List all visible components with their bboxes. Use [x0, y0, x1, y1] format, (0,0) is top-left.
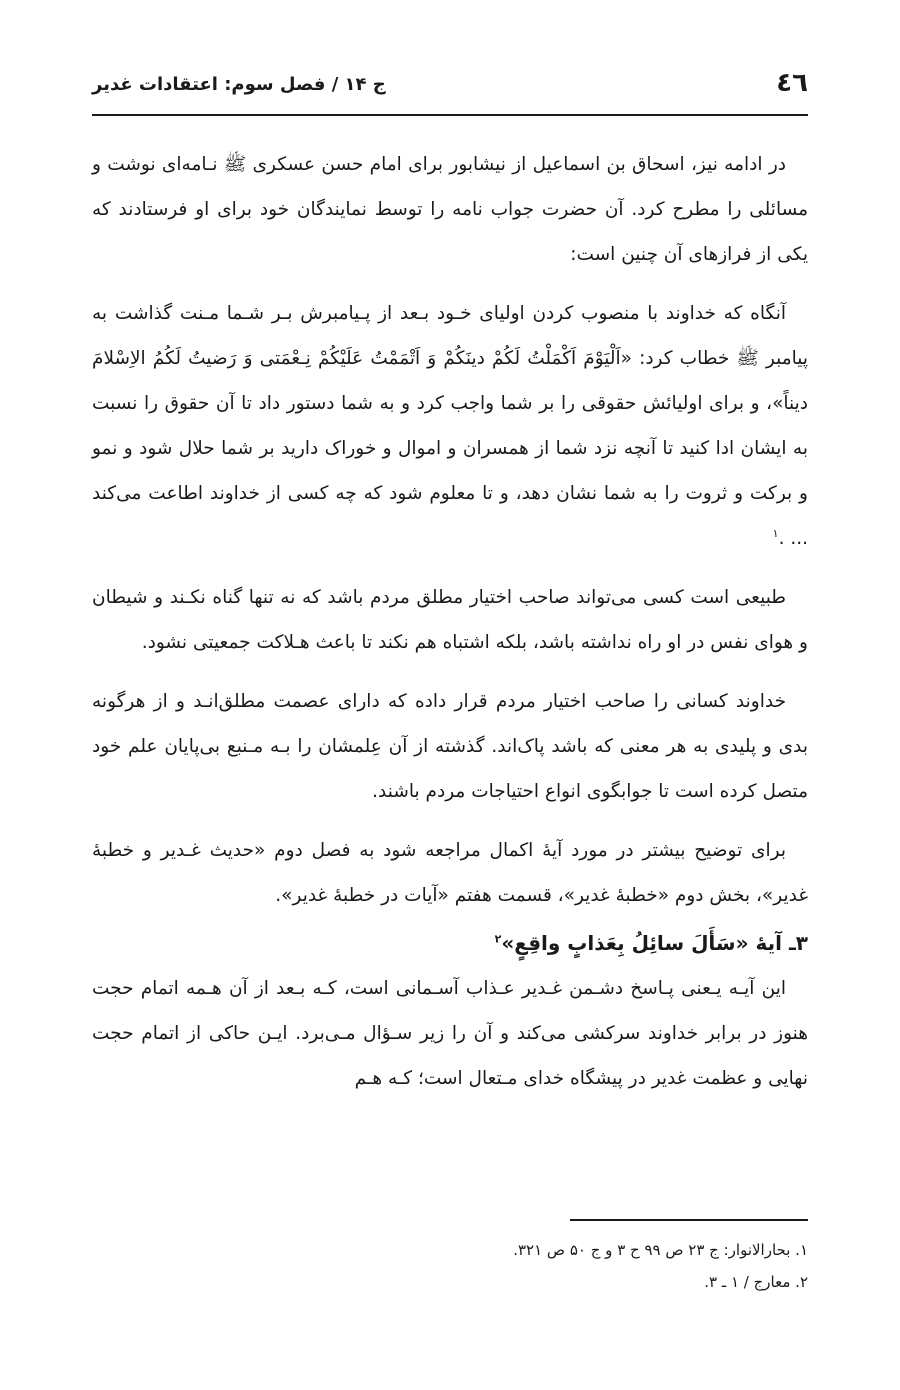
- body-text: [92, 142, 808, 1101]
- paragraph-quote: [92, 291, 808, 561]
- paragraph-infallibility: خداوند کسانی را صاحب اختیار مردم قرار داده که دارای عصمت مطلق‌انـد و از هرگونه بدی و پلیدی به هر معنی که باشد پاک‌اند. گذشته از آن عِلمشان را بـه مـنبع بی‌پایان علم خود متصل کرده است تا جوابگوی انواع احتیاجات مردم باشند.: [92, 691, 808, 802]
- paragraph-commentary: طبیعی است کسی می‌تواند صاحب اختیار مطلق مردم باشد که نه تنها گناه نکـند و شیطان و هوای نفس در او راه نداشته باشد، بلکه اشتباه هم نکند تا باعث هـلاکت جمعیتی نشود.: [92, 587, 808, 653]
- page-number: ٤٦: [776, 68, 808, 98]
- paragraph-intro: در ادامه نیز، اسحاق بن اسماعیل از نیشابور برای امام حسن عسکری ﷺ نـامه‌ای نوشت و مسائلی را مطرح کرد. آن حضرت جواب نامه را توسط نمایندگان خود برای او فرستادند که یکی از فرازهای آن چنین است:: [92, 154, 808, 265]
- section-title-text: ۳ـ آیهٔ «سَأَلَ سائِلُ بِعَذابٍ واقِعٍ»: [501, 931, 808, 955]
- page: [92, 0, 808, 1390]
- footnote-ref-2[interactable]: ۲: [494, 932, 502, 946]
- footnote-divider: [570, 1219, 808, 1221]
- page-header: [92, 62, 808, 116]
- footnote-ref-1[interactable]: ۱: [772, 526, 779, 540]
- footnotes: [92, 1234, 808, 1298]
- paragraph-section-body: این آیـه یـعنی پـاسخ دشـمن غـدیر عـذاب آسـمانی است، کـه بـعد از آن هـمه اتمام حجت هنوز در برابر خداوند سرکشی می‌کند و آن را زیر سـؤال مـی‌برد. ایـن حاکی از اتمام حجت نهایی و عظمت غدیر در پیشگاه خدای مـتعال است؛ کـه هـم: [92, 978, 808, 1089]
- quote-text: آنگاه که خداوند با منصوب کردن اولیای خـود بـعد از پـیامبرش بـر شـما مـنت گذاشت به پیامبر ﷺ خطاب کرد: «اَلْیَوْمَ اَکْمَلْتُ لَکُمْ دینَکُمْ وَ اَتْمَمْتُ عَلَیْکُمْ نِـعْمَتی وَ رَضیتُ لَکُمُ الاِسْلامَ دیناً»، و برای اولیائش حقوقی را بر شما واجب کرد و به شما دستور داد تا آن حقوق را نسبت به ایشان ادا کنید تا آنچه نزد شما از همسران و اموال و خوراک دارید بر شما حلال شود و نمو و برکت و ثروت را به شما نشان دهد، و تا معلوم شود که چه کسی از خداوند اطاعت می‌کند ... .: [92, 303, 808, 549]
- footnote-1: ۱. بحارالانوار: ج ۲۳ ص ۹۹ ح ۳ و ج ۵۰ ص ۳۲۱.: [513, 1241, 808, 1259]
- section-title: [92, 920, 808, 966]
- paragraph-reference: برای توضیح بیشتر در مورد آیهٔ اکمال مراجعه شود به فصل دوم «حدیث غـدیر و خطبهٔ غدیر»، بخش دوم «خطبهٔ غدیر»، قسمت هفتم «آیات در خطبهٔ غدیر».: [92, 840, 808, 906]
- running-title: ج ۱۴ / فصل سوم: اعتقادات غدیر: [92, 74, 386, 95]
- footnote-2: ۲. معارج / ۱ ـ ۳.: [704, 1273, 808, 1291]
